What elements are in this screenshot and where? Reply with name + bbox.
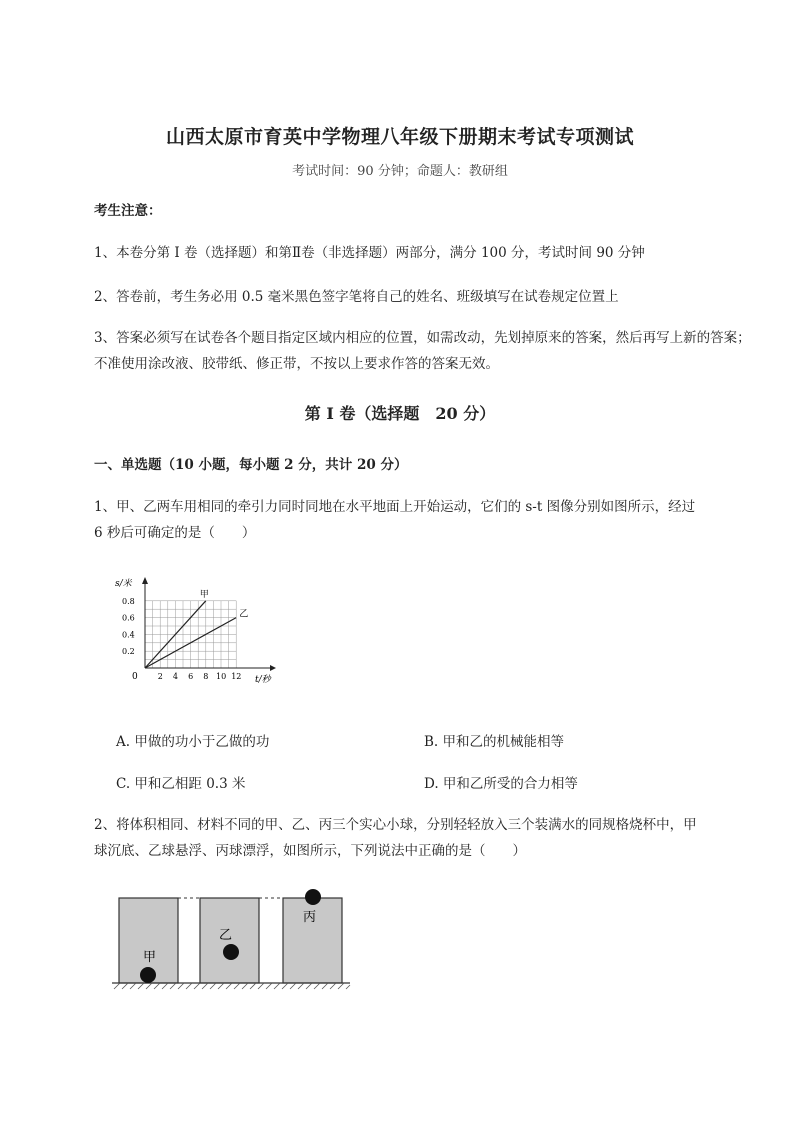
x-tick-label: 4 — [172, 672, 178, 681]
graph-grid — [145, 601, 236, 668]
notice-heading: 考生注意： — [94, 203, 162, 219]
series-label-jia: 甲 — [199, 589, 209, 600]
x-axis-label: t/秒 — [255, 675, 271, 685]
notice-item-2: 2、答卷前，考生务必用 0.5 毫米黑色签字笔将自己的姓名、班级填写在试卷规定位置上 — [94, 289, 619, 305]
y-axis-arrow — [142, 577, 148, 584]
q1-option-d[interactable]: D. 甲和乙所受的合力相等 — [424, 776, 578, 792]
q2-text-line2: 球沉底、乙球悬浮、丙球漂浮，如图所示，下列说法中正确的是（ ） — [94, 843, 526, 859]
notice-item-1: 1、本卷分第 I 卷（选择题）和第Ⅱ卷（非选择题）两部分，满分 100 分，考试时间 90 分钟 — [94, 245, 645, 261]
origin-label: 0 — [132, 672, 138, 682]
label-yi: 乙 — [219, 928, 233, 943]
ground-hatching — [114, 983, 350, 989]
q1-option-c[interactable]: C. 甲和乙相距 0.3 米 — [116, 776, 246, 792]
y-tick-label: 0.8 — [122, 596, 135, 606]
x-tick-label: 6 — [188, 672, 194, 681]
label-bing: 丙 — [303, 910, 317, 925]
y-tick-label: 0.4 — [122, 630, 135, 640]
page-title: 山西太原市育英中学物理八年级下册期末考试专项测试 — [165, 126, 634, 148]
q1-option-a[interactable]: A. 甲做的功小于乙做的功 — [116, 734, 270, 750]
q1-option-b[interactable]: B. 甲和乙的机械能相等 — [424, 734, 565, 750]
x-tick-label: 2 — [157, 672, 163, 681]
y-tick-label: 0.6 — [122, 613, 135, 623]
q1-st-graph — [110, 572, 280, 687]
x-tick-label: 10 — [216, 672, 227, 681]
x-axis-arrow — [270, 665, 276, 671]
q1-text-line1: 1、甲、乙两车用相同的牵引力同时同地在水平地面上开始运动，它们的 s-t 图像分别如图所示，经过 — [94, 499, 696, 515]
notice-item-3: 3、答案必须写在试卷各个题目指定区域内相应的位置，如需改动，先划掉原来的答案，然后再写上新的答案；不准使用涂改液、胶带纸、修正带，不按以上要求作答的答案无效。 — [94, 330, 751, 372]
ball-yi — [223, 944, 239, 960]
q2-beakers-diagram — [110, 885, 355, 995]
ball-bing — [305, 889, 321, 905]
x-tick-label: 12 — [231, 672, 242, 681]
x-tick-label: 8 — [203, 672, 209, 681]
ball-jia — [140, 967, 156, 983]
series-label-yi: 乙 — [239, 609, 249, 620]
label-jia: 甲 — [143, 950, 157, 965]
part-heading: 一、单选题（10 小题，每小题 2 分，共计 20 分） — [94, 457, 408, 473]
q1-text-line2: 6 秒后可确定的是（ ） — [94, 525, 256, 541]
y-tick-label: 0.2 — [122, 647, 135, 657]
section-title: 第 I 卷（选择题 20 分） — [304, 404, 496, 423]
q2-text-line1: 2、将体积相同、材料不同的甲、乙、丙三个实心小球，分别轻轻放入三个装满水的同规格烧杯中，甲 — [94, 817, 697, 833]
y-axis-label: s/米 — [115, 579, 132, 589]
page-subtitle: 考试时间：90 分钟；命题人：教研组 — [292, 164, 508, 179]
